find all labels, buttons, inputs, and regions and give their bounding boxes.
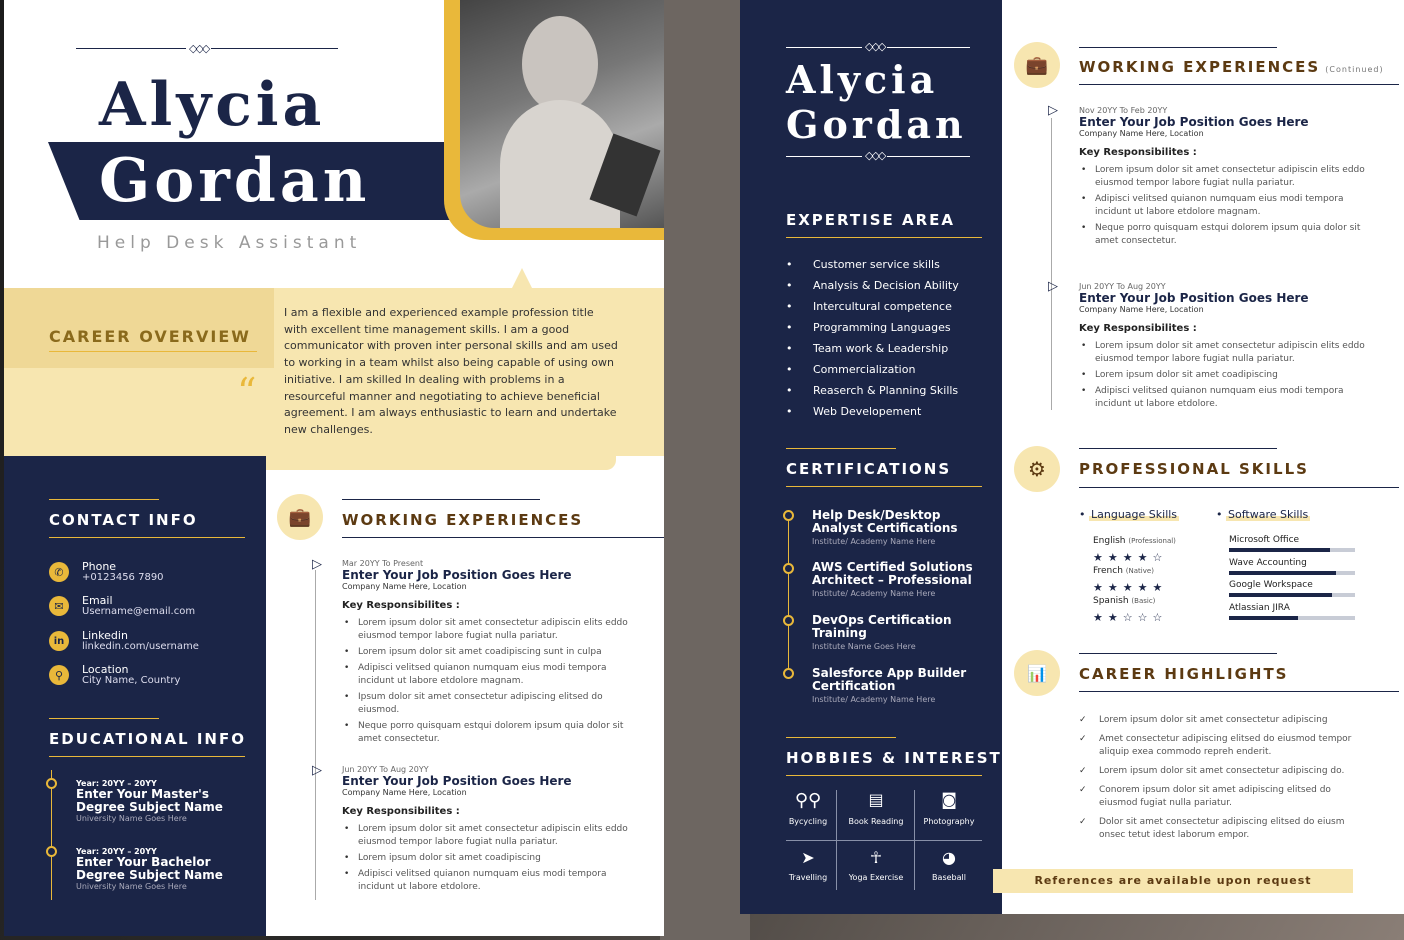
resp-item: • Adipisci velitsed quianon numquam eius modi tempora incidunt ut labore etdolore magnam.: [1079, 193, 1369, 219]
language-skill: French (Native) ★ ★ ★ ★ ★: [1093, 566, 1163, 594]
resp-label: Key Responsibilites :: [342, 806, 460, 817]
timeline-dot: [783, 563, 794, 574]
rule: [342, 499, 540, 500]
rule: [49, 756, 245, 757]
resume-page-2: [740, 0, 1404, 914]
chart-icon: 📊: [1014, 650, 1060, 696]
language-skill: English (Professional) ★ ★ ★ ★ ☆: [1093, 536, 1176, 564]
divider: [786, 840, 982, 841]
cert-item: Salesforce App Builder Certification Institute/ Academy Name Here: [812, 666, 967, 704]
timeline-dot: [783, 668, 794, 679]
hobby-baseball: ◕ Baseball: [916, 848, 982, 882]
resp-item: • Adipisci velitsed quianon numquam eius modi tempora incidunt ut labore etdolore.: [342, 868, 642, 894]
edu-item: [76, 847, 256, 891]
location-pin-icon: ⚲: [49, 665, 69, 685]
software-skill: Atlassian JIRA: [1229, 603, 1355, 620]
resp-item: • Ipsum dolor sit amet consectetur adipiscing elitsed do eiusmod.: [342, 691, 642, 717]
edu-item: [76, 779, 256, 823]
highlights-list: [1079, 714, 1359, 848]
email-icon: ✉: [49, 596, 69, 616]
rule: [49, 718, 159, 719]
divider: [836, 790, 837, 890]
work-timeline: [1051, 118, 1052, 410]
diamond-ornament: ◇◇◇: [862, 149, 887, 162]
play-icon: ▷: [312, 763, 322, 778]
hobby-travelling: ➤ Travelling: [780, 848, 836, 882]
software-skill: Google Workspace: [1229, 580, 1355, 597]
cert-item: DevOps Certification Training Institute Name Goes Here: [812, 613, 952, 651]
cert-timeline: [788, 513, 789, 673]
rule: [49, 351, 257, 352]
job-entry: Nov 20YY To Feb 20YY Enter Your Job Position Goes Here Company Name Here, Location Key Responsibilites : • Lorem ipsum dolor sit amet consectetur adipiscin elits eddo eiusmod tempor labore fugiat nulla pariatur. • Adipisci velitsed quianon numquam eius modi tempora incidunt ut labore etdolore magnam. • Neque porro quisquam estqui dolorem ipsum quia dolor sit amet consectetur.: [1079, 106, 1369, 251]
hobby-reading: ▤ Book Reading: [840, 790, 912, 826]
rule: [1079, 448, 1277, 449]
resp-item: • Adipisci velitsed quianon numquam eius modi tempora incidunt ut labore etdolore magnam.: [342, 662, 642, 688]
language-skills-heading: • Language Skills: [1079, 508, 1178, 521]
highlight-item: ✓ Amet consectetur adipiscing elitsed do eiusmod tempor aliquip exea commodo repreh enderit.: [1079, 734, 1352, 757]
resp-item: • Lorem ipsum dolor sit amet coadipiscing: [342, 852, 642, 865]
job-entry: [342, 559, 642, 749]
software-skills-heading: • Software Skills: [1216, 508, 1309, 521]
hobby-yoga: ☥ Yoga Exercise: [840, 848, 912, 882]
linkedin-value: linkedin.com/username: [82, 641, 199, 652]
job-entry: Jun 20YY To Aug 20YY Enter Your Job Position Goes Here Company Name Here, Location Key Responsibilites : • Lorem ipsum dolor sit amet consectetur adipiscin elits eddo eiusmod tempor labore fugiat nulla pariatur. • Lorem ipsum dolor sit amet coadipiscing • Adipisci velitsed quianon numquam eius modi tempora incidunt ut labore etdolore.: [1079, 282, 1369, 414]
expertise-item: • Intercultural competence: [786, 300, 952, 313]
expertise-item: • Customer service skills: [786, 258, 940, 271]
job-date: Jun 20YY To Aug 20YY: [342, 765, 429, 774]
educational-info-title: EDUCATIONAL INFO: [49, 730, 246, 748]
job-position: Enter Your Job Position Goes Here: [342, 568, 572, 582]
career-overview-title: CAREER OVERVIEW: [49, 327, 251, 346]
highlight-item: ✓ Conorem ipsum dolor sit amet adipiscing elitsed do eiusmod fugiat nulla pariatur.: [1079, 785, 1331, 808]
working-experiences-title: WORKING EXPERIENCES (Continued): [1079, 58, 1384, 76]
resp-item: • Neque porro quisquam estqui dolorem ipsum quia dolor sit amet consectetur.: [342, 720, 642, 746]
contact-info-title: CONTACT INFO: [49, 511, 198, 529]
play-icon: ▷: [312, 557, 322, 572]
language-skill: Spanish (Basic) ★ ★ ☆ ☆ ☆: [1093, 596, 1163, 624]
resp-item: • Lorem ipsum dolor sit amet consectetur adipiscin elits eddo eiusmod tempor labore fugiat nulla pariatur.: [1079, 340, 1369, 366]
camera-icon: ◙: [941, 790, 957, 809]
profile-photo: [460, 0, 664, 228]
cert-item: Help Desk/Desktop Analyst Certifications Institute/ Academy Name Here: [812, 508, 958, 546]
diamond-ornament: ◇◇◇: [186, 42, 211, 55]
first-name: Alycia: [99, 70, 326, 140]
email-value: Username@email.com: [82, 606, 196, 617]
software-skill: Microsoft Office: [1229, 535, 1355, 552]
rule: [1079, 47, 1277, 48]
certifications-title: CERTIFICATIONS: [786, 460, 952, 478]
resp-item: • Lorem ipsum dolor sit amet consectetur adipiscin elits eddo eiusmod tempor labore fugiat nulla pariatur.: [342, 823, 642, 849]
timeline-dot: [46, 846, 57, 857]
resp-item: • Adipisci velitsed quianon numquam eius modi tempora incidunt ut labore etdolore.: [1079, 385, 1369, 411]
edu-timeline: [51, 770, 52, 900]
resp-item: • Lorem ipsum dolor sit amet coadipiscing: [1079, 369, 1369, 382]
rule: [786, 486, 982, 487]
play-icon: ▷: [1048, 279, 1058, 294]
resp-item: • Lorem ipsum dolor sit amet consectetur adipiscin elits eddo eiusmod tempor labore fugiat nulla pariatur.: [342, 617, 642, 643]
resume-page-1: [4, 0, 664, 936]
expertise-item: • Commercialization: [786, 363, 916, 376]
hobbies-title: HOBBIES & INTEREST: [786, 749, 1002, 767]
linkedin-label: Linkedin: [82, 629, 128, 642]
resp-label: Key Responsibilites :: [342, 600, 460, 611]
play-icon: ▷: [1048, 103, 1058, 118]
job-entry: [342, 765, 642, 897]
phone-label: Phone: [82, 560, 117, 573]
rule: [49, 537, 245, 538]
expertise-item: • Programming Languages: [786, 321, 951, 334]
expertise-list: [786, 258, 959, 426]
expertise-item: • Web Developement: [786, 405, 922, 418]
professional-skills-title: PROFESSIONAL SKILLS: [1079, 460, 1309, 478]
timeline-dot: [46, 778, 57, 789]
paper-plane-icon: ➤: [801, 848, 815, 867]
work-timeline: [315, 570, 316, 900]
working-experiences-title: WORKING EXPERIENCES: [342, 511, 584, 529]
highlight-item: ✓ Lorem ipsum dolor sit amet consectetur adipiscing do.: [1079, 766, 1345, 776]
rule: [342, 537, 664, 538]
resp-item: • Lorem ipsum dolor sit amet consectetur adipiscin elits eddo eiusmod tempor labore fugiat nulla pariatur.: [1079, 164, 1369, 190]
briefcase-icon: 💼: [1014, 42, 1060, 88]
rule: [1079, 84, 1399, 85]
expertise-item: • Team work & Leadership: [786, 342, 949, 355]
resp-list: [342, 823, 642, 894]
rule: [1079, 653, 1277, 654]
expertise-item: • Reaserch & Planning Skills: [786, 384, 959, 397]
job-position: Enter Your Job Position Goes Here: [342, 774, 572, 788]
email-label: Email: [82, 594, 113, 607]
book-icon: ▤: [868, 790, 884, 809]
expertise-item: • Analysis & Decision Ability: [786, 279, 959, 292]
edu-degree: Enter Your Bachelor Degree Subject Name: [76, 855, 223, 882]
gear-icon: ⚙: [1014, 446, 1060, 492]
timeline-dot: [783, 510, 794, 521]
software-skill: Wave Accounting: [1229, 558, 1355, 575]
resp-list: [342, 617, 642, 746]
rule: [1079, 691, 1399, 692]
job-company: Company Name Here, Location: [342, 582, 467, 591]
phone-icon: ✆: [49, 562, 69, 582]
location-value: City Name, Country: [82, 675, 181, 686]
resp-item: • Lorem ipsum dolor sit amet coadipiscing sunt in culpa: [342, 646, 642, 659]
hobby-bicycling: ⚲⚲ Bycycling: [780, 790, 836, 826]
briefcase-icon: 💼: [277, 494, 323, 540]
edu-school: University Name Goes Here: [76, 814, 187, 823]
bicycle-icon: ⚲⚲: [794, 790, 822, 811]
rule: [49, 499, 159, 500]
highlight-item: ✓ Dolor sit amet consectetur adipiscing elitsed do eiusm onsec tetut idest laborum empor.: [1079, 817, 1345, 840]
rule: [786, 237, 982, 238]
linkedin-icon: in: [49, 631, 69, 651]
cert-item: AWS Certified Solutions Architect – Professional Institute/ Academy Name Here: [812, 560, 973, 598]
job-title: Help Desk Assistant: [97, 233, 362, 253]
job-date: Mar 20YY To Present: [342, 559, 424, 568]
hobby-photography: ◙ Photography: [916, 790, 982, 826]
pointer: [512, 268, 532, 288]
resp-item: • Neque porro quisquam estqui dolorem ipsum quia dolor sit amet consectetur.: [1079, 222, 1369, 248]
phone-value: +0123456 7890: [82, 572, 164, 583]
rule: [786, 775, 982, 776]
baseball-icon: ◕: [942, 848, 956, 867]
first-name: Alycia: [786, 57, 939, 102]
references-note: References are available upon request: [993, 869, 1353, 893]
edu-degree: Enter Your Master's Degree Subject Name: [76, 787, 223, 814]
background-strip: [660, 0, 750, 940]
highlight-item: ✓ Lorem ipsum dolor sit amet consectetur adipiscing: [1079, 715, 1328, 725]
yoga-icon: ☥: [870, 848, 882, 867]
rule: [786, 737, 896, 738]
edu-school: University Name Goes Here: [76, 882, 187, 891]
rule: [1079, 487, 1399, 488]
divider: [914, 790, 915, 890]
job-company: Company Name Here, Location: [342, 788, 467, 797]
career-highlights-title: CAREER HIGHLIGHTS: [1079, 665, 1289, 683]
expertise-title: EXPERTISE AREA: [786, 211, 956, 229]
last-name: Gordan: [786, 102, 967, 147]
quote-icon: “: [237, 370, 257, 414]
edu-year: Year: 20YY – 20YY: [76, 847, 157, 856]
edu-year: Year: 20YY – 20YY: [76, 779, 157, 788]
rule: [786, 448, 896, 449]
location-label: Location: [82, 663, 129, 676]
timeline-dot: [783, 615, 794, 626]
career-overview-text: I am a flexible and experienced example profession title with excellent time management skills. I am a good communicator with proven inter personal skills and am used to working in a team whilst also being capable of using own initiative. I am skilled In dealing with problems in a resourceful manner and negotiating to achieve beneficial agreement. I am always enthusiastic to learn and undertake new challenges.: [284, 306, 618, 436]
last-name: Gordan: [99, 146, 371, 216]
diamond-ornament: ◇◇◇: [862, 40, 887, 53]
